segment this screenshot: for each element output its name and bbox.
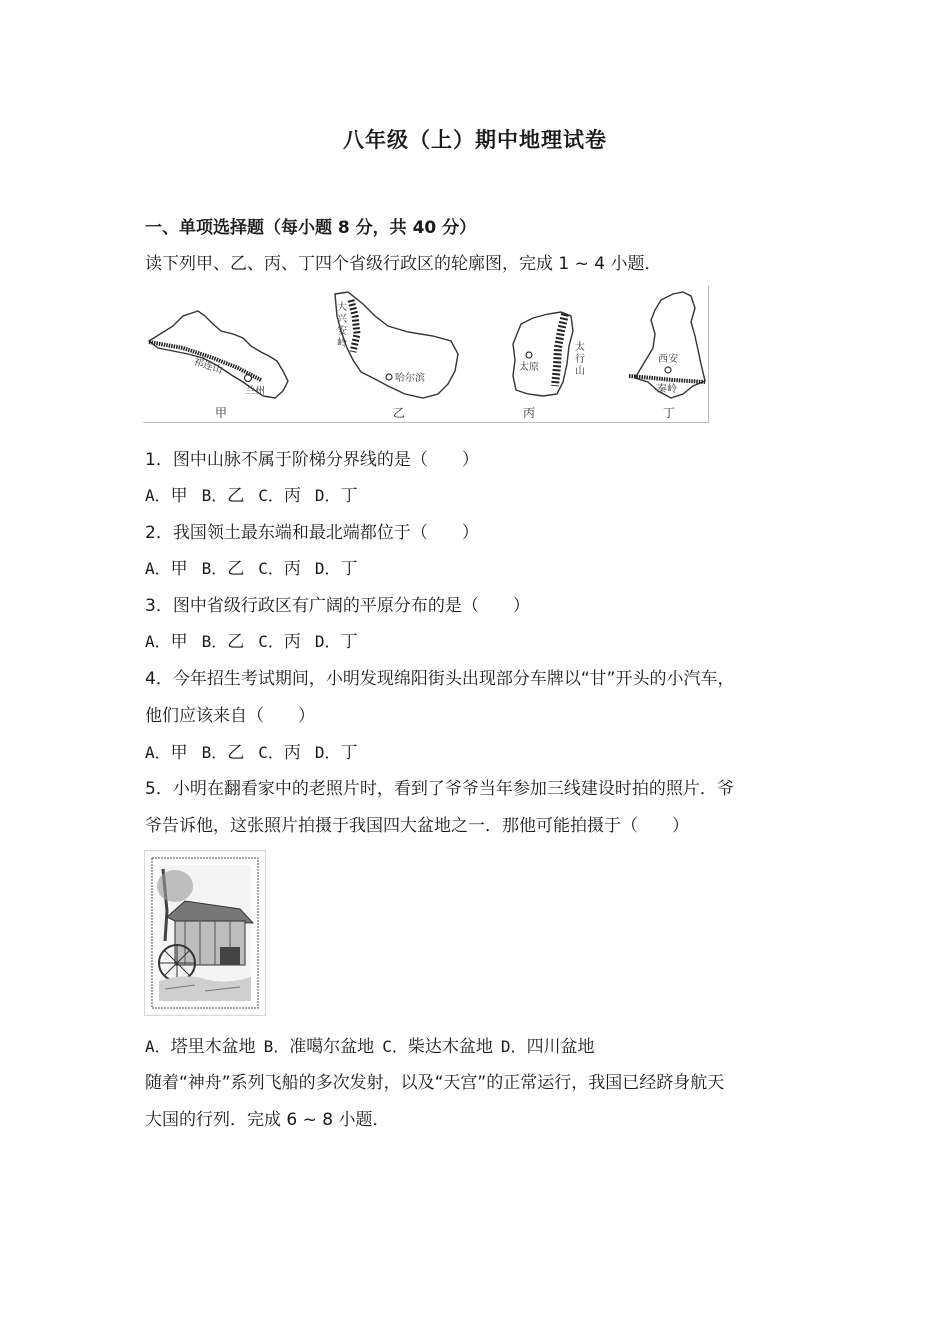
option-b[interactable]: B．乙 [201,743,245,763]
question-1 [145,448,479,472]
option-a[interactable]: A．甲 [145,486,188,506]
map-panel-ding [629,292,705,420]
province-outline-figure [143,286,709,423]
map-label-bing: 丙 [523,406,536,420]
option-c[interactable]: C．丙 [258,486,301,506]
question-1-options [145,484,372,508]
mountain-label-char: 兴 [337,314,347,325]
option-d[interactable]: D．四川盆地 [500,1037,595,1057]
intro-questions-6-8-line2: 大国的行列．完成 6 ~ 8 小题． [145,1110,390,1130]
old-photo-figure [144,850,266,1016]
map-panel-yi [335,292,458,420]
option-a[interactable]: A．甲 [145,743,188,763]
question-number: 1． [145,450,173,470]
question-4-line2: 他们应该来自（ ） [145,706,315,726]
city-label-harbin: 哈尔滨 [395,373,425,384]
option-a[interactable]: A．甲 [145,632,188,652]
option-b[interactable]: B．乙 [201,559,245,579]
mountain-label-qinling: 秦岭 [657,384,677,395]
question-3 [145,594,530,618]
question-number: 4． [145,669,173,689]
mountain-label-char: 山 [575,366,585,377]
map-label-jia: 甲 [215,406,228,420]
mountain-label-char: 大 [337,302,347,313]
city-label-xian: 西安 [658,354,678,365]
question-2-options [145,557,372,581]
option-d[interactable]: D．丁 [314,632,358,652]
city-label-lanzhou: 兰州 [245,386,265,397]
question-number: 3． [145,596,173,616]
question-5-line2: 爷告诉他，这张照片拍摄于我国四大盆地之一．那他可能拍摄于（ ） [145,816,689,836]
mountain-label-char: 行 [575,354,585,365]
option-d[interactable]: D．丁 [314,743,358,763]
option-b[interactable]: B．乙 [201,632,245,652]
mountain-label-qilian: 祁连山 [192,356,225,377]
question-4-options [145,741,372,765]
option-a[interactable]: A．甲 [145,559,188,579]
question-number: 2． [145,523,173,543]
option-b[interactable]: B．乙 [201,486,245,506]
question-5 [145,777,734,801]
question-5-options [145,1035,609,1059]
photo-wooden-house-icon [145,851,265,1015]
page-title: 八年级（上）期中地理试卷 [343,128,607,152]
map-label-yi: 乙 [393,406,406,420]
question-number: 5． [145,779,173,799]
question-4 [145,667,734,691]
option-c[interactable]: C．柴达木盆地 [382,1037,493,1057]
map-label-ding: 丁 [663,406,676,420]
intro-questions-1-4: 读下列甲、乙、丙、丁四个省级行政区的轮廓图，完成 1 ~ 4 小题． [145,254,662,274]
mountain-label-char: 安 [337,326,347,337]
option-c[interactable]: C．丙 [258,743,301,763]
map-panel-bing [513,312,585,420]
question-stem: 图中省级行政区有广阔的平原分布的是（ ） [172,596,530,616]
intro-questions-6-8-line1: 随着“神舟”系列飞船的多次发射，以及“天宫”的正常运行，我国已经跻身航天 [145,1073,725,1093]
mountain-label-char: 岭 [337,338,347,349]
city-label-taiyuan: 太原 [519,362,539,373]
map-panel-jia [149,311,288,420]
option-c[interactable]: C．丙 [258,559,301,579]
option-b[interactable]: B．准噶尔盆地 [263,1037,375,1057]
mountain-label-char: 太 [575,342,585,353]
question-3-options [145,630,372,654]
option-c[interactable]: C．丙 [258,632,301,652]
question-stem-line1: 小明在翻看家中的老照片时，看到了爷爷当年参加三线建设时拍的照片．爷 [172,779,734,799]
option-d[interactable]: D．丁 [314,486,358,506]
option-d[interactable]: D．丁 [314,559,358,579]
province-maps-svg [143,286,708,422]
section-heading: 一、单项选择题（每小题 8 分，共 40 分） [145,218,477,238]
question-stem-line1: 今年招生考试期间，小明发现绵阳街头出现部分车牌以“甘”开头的小汽车， [172,669,735,689]
question-2 [145,521,479,545]
question-stem: 图中山脉不属于阶梯分界线的是（ ） [172,450,479,470]
question-stem: 我国领土最东端和最北端都位于（ ） [172,523,479,543]
option-a[interactable]: A．塔里木盆地 [145,1037,256,1057]
